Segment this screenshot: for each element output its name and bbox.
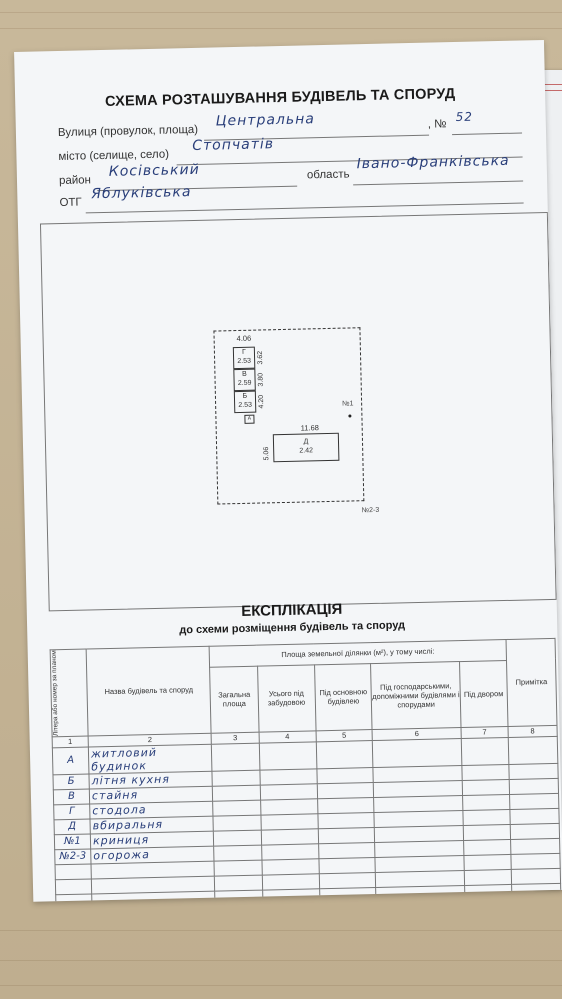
well-label: №1 xyxy=(342,400,354,408)
city-value: Стопчатів xyxy=(192,136,275,154)
row-name: літня кухня xyxy=(89,771,213,789)
table-cell xyxy=(260,799,317,815)
table-cell xyxy=(508,736,558,764)
table-cell xyxy=(462,779,509,795)
building-a: А xyxy=(244,415,254,424)
row-id: №2-3 xyxy=(55,849,91,865)
table-cell xyxy=(213,800,261,816)
table-cell xyxy=(319,872,376,888)
table-cell xyxy=(318,842,375,858)
page-title: СХЕМА РОЗТАШУВАННЯ БУДІВЕЛЬ ТА СПОРУД xyxy=(104,86,456,110)
building-d xyxy=(273,433,340,462)
table-surface xyxy=(0,930,562,931)
row-id: В xyxy=(53,789,89,805)
building-d-area: 2.42 xyxy=(299,447,314,455)
table-cell xyxy=(510,808,559,824)
row-name xyxy=(92,891,216,902)
number-underline xyxy=(452,133,522,136)
row-name: криниця xyxy=(90,831,214,849)
table-cell xyxy=(373,738,462,767)
row-id: №1 xyxy=(54,834,90,850)
district-value: Косівський xyxy=(108,161,200,180)
building-b xyxy=(234,391,256,413)
number-value: 52 xyxy=(455,109,474,125)
otg-value: Яблуківська xyxy=(91,184,192,203)
table-cell xyxy=(262,874,319,890)
area-group-header: Площа земельної ділянки (м²), у тому числі: xyxy=(209,640,506,668)
table-cell xyxy=(213,815,261,831)
table-cell xyxy=(376,900,465,902)
col-yard-header: Під двором xyxy=(459,660,507,727)
table-cell xyxy=(261,844,318,860)
table-cell xyxy=(316,740,373,768)
col-number-row: 1 2 3 4 5 6 7 8 xyxy=(52,725,557,747)
building-g-id: Г xyxy=(241,348,246,356)
table-cell xyxy=(319,887,376,902)
table-cell xyxy=(261,814,318,830)
table-cell xyxy=(462,794,509,810)
col-name-header: Назва будівель та споруд xyxy=(86,646,211,736)
table-surface xyxy=(0,28,562,29)
col-note-header: Примітка xyxy=(506,638,557,726)
table-cell xyxy=(510,838,559,854)
table-cell xyxy=(260,784,317,800)
table-cell xyxy=(213,785,261,801)
table-cell xyxy=(319,857,376,873)
table-surface xyxy=(0,985,562,986)
building-v-id: В xyxy=(242,370,247,378)
row-id xyxy=(56,894,92,902)
col-built-header: Усього під забудовою xyxy=(257,665,315,732)
row-name: житловий будинок xyxy=(88,744,212,774)
table-cell xyxy=(511,853,560,869)
row-id: А xyxy=(52,747,89,775)
table-cell xyxy=(261,829,318,845)
building-b-dim: 4.20 xyxy=(257,394,266,409)
building-d-height-dim: 5.06 xyxy=(263,446,271,461)
row-name: стайня xyxy=(89,786,213,804)
scheme-frame xyxy=(40,212,557,611)
table-cell xyxy=(511,883,560,899)
explication-table xyxy=(50,638,562,902)
region-label: область xyxy=(306,168,350,182)
table-cell xyxy=(317,782,374,798)
table-cell xyxy=(511,868,560,884)
table-cell xyxy=(260,769,317,785)
table-cell xyxy=(512,898,561,902)
table-cell xyxy=(376,885,465,902)
explication-subtitle: до схеми розміщення будівель та споруд xyxy=(179,619,406,637)
table-cell xyxy=(215,890,263,902)
table-cell xyxy=(464,854,511,870)
table-cell xyxy=(214,845,262,861)
building-d-id: Д xyxy=(303,438,309,446)
region-value: Івано-Франківська xyxy=(356,152,510,173)
table-cell xyxy=(509,763,558,779)
document-page xyxy=(14,40,562,902)
row-name: стодола xyxy=(90,801,214,819)
plot-width-dim: 4.06 xyxy=(236,333,252,344)
table-cell xyxy=(212,770,260,786)
building-g xyxy=(233,347,255,369)
fence-label: №2-3 xyxy=(361,506,380,515)
well-marker xyxy=(348,414,351,417)
col-main-header: Під основною будівлею xyxy=(314,663,372,730)
row-id: Г xyxy=(54,804,90,820)
table-cell xyxy=(462,764,509,780)
explication-title: ЕКСПЛІКАЦІЯ xyxy=(241,600,343,621)
table-cell xyxy=(463,809,510,825)
table-surface xyxy=(0,960,562,961)
table-cell xyxy=(318,827,375,843)
row-id xyxy=(55,879,91,895)
row-id: Б xyxy=(53,774,89,790)
col-letter-header: Літера або номер за планом xyxy=(50,649,88,737)
table-cell xyxy=(262,859,319,875)
col-total-header: Загальна площа xyxy=(210,666,259,733)
street-label: Вулиця (провулок, площа) xyxy=(57,123,199,140)
table-cell xyxy=(214,860,262,876)
table-cell xyxy=(317,767,374,783)
building-b-id: Б xyxy=(242,392,248,400)
region-underline xyxy=(353,180,523,185)
building-d-width-dim: 11.68 xyxy=(300,423,319,433)
table-cell xyxy=(464,884,511,900)
table-cell xyxy=(317,797,374,813)
row-id: Д xyxy=(54,819,90,835)
table-cell xyxy=(463,824,510,840)
building-g-dim: 3.62 xyxy=(256,350,265,365)
building-v xyxy=(233,369,255,391)
table-cell xyxy=(461,737,509,765)
number-label: , № xyxy=(427,118,447,131)
table-cell xyxy=(463,839,510,855)
table-cell xyxy=(464,869,511,885)
building-g-area: 2.53 xyxy=(237,357,252,366)
table-cell xyxy=(509,778,558,794)
table-cell xyxy=(318,812,375,828)
district-label: район xyxy=(58,174,92,188)
otg-underline xyxy=(86,202,524,213)
table-cell xyxy=(510,823,559,839)
col-aux-header: Під господарськими, допоміжними будівлями і спорудами xyxy=(371,661,461,729)
otg-label: ОТГ xyxy=(59,196,82,210)
table-cell xyxy=(214,830,262,846)
street-value: Центральна xyxy=(215,111,316,130)
table-surface xyxy=(0,12,562,13)
row-name: вбиральня xyxy=(90,816,214,834)
table-cell xyxy=(509,793,558,809)
table-cell xyxy=(259,742,317,770)
building-b-area: 2.53 xyxy=(238,401,253,410)
table-cell xyxy=(212,743,260,771)
row-name: огорожа xyxy=(91,846,215,864)
building-v-dim: 3.80 xyxy=(257,372,265,387)
table-cell xyxy=(262,889,319,902)
building-v-area: 2.59 xyxy=(237,379,252,388)
table-cell xyxy=(215,875,263,891)
city-label: місто (селище, село) xyxy=(58,148,170,164)
plot-boundary xyxy=(213,327,364,504)
table-cell xyxy=(465,899,512,902)
row-id xyxy=(55,864,91,880)
